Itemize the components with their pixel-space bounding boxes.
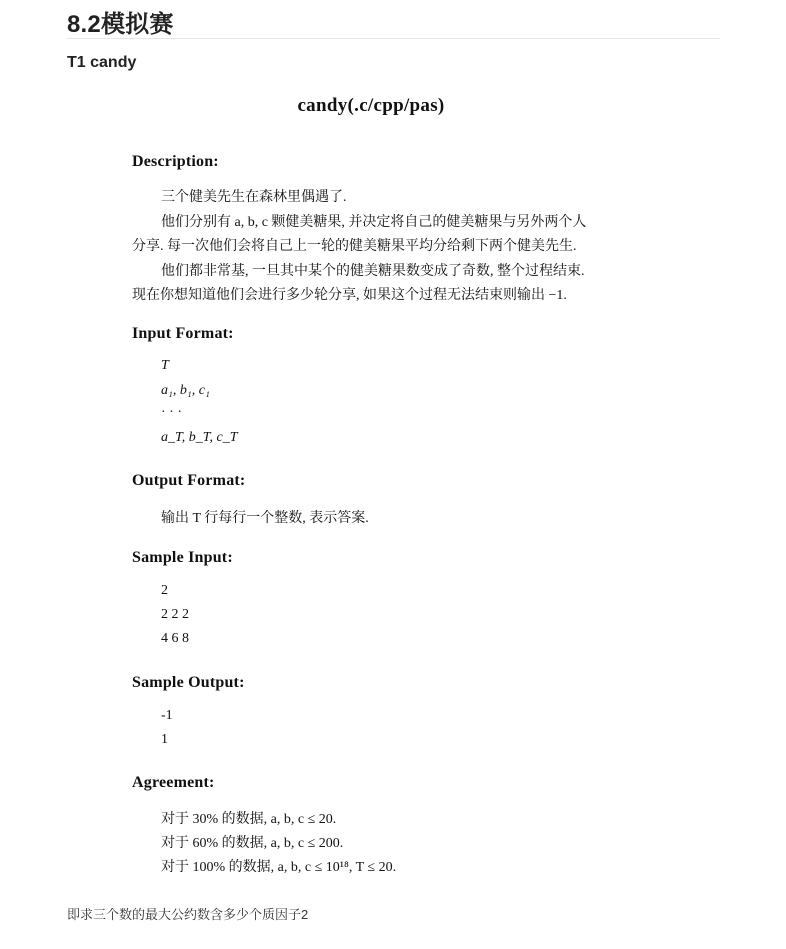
input-format-line: T [161,358,169,373]
agreement-line: 对于 30% 的数据, a, b, c ≤ 20. [161,812,337,827]
input-format-line: · · · [161,405,182,420]
section-title: T1 candy [67,54,137,71]
post-title: 8.2模拟赛 [67,11,174,38]
description-line: 他们分别有 a, b, c 颗健美糖果, 并决定将自己的健美糖果与另外两个人 [161,215,587,230]
output-format-heading: Output Format: [132,472,246,489]
sample-input-heading: Sample Input: [132,549,233,566]
problem-title: candy(.c/cpp/pas) [297,95,445,116]
input-format-heading: Input Format: [132,325,234,342]
description-line: 他们都非常基, 一旦其中某个的健美糖果数变成了奇数, 整个过程结束. [161,264,585,279]
sample-input-line: 4 6 8 [161,631,189,646]
output-format-line: 输出 T 行每行一个整数, 表示答案. [161,511,369,526]
agreement-line: 对于 60% 的数据, a, b, c ≤ 200. [161,836,344,851]
description-heading: Description: [132,153,219,170]
sample-output-line: -1 [161,708,173,723]
agreement-heading: Agreement: [132,774,215,791]
sample-input-line: 2 [161,583,168,598]
agreement-line: 对于 100% 的数据, a, b, c ≤ 10¹⁸, T ≤ 20. [161,860,397,875]
sample-input-line: 2 2 2 [161,607,189,622]
solution-note: 即求三个数的最大公约数含多少个质因子2 [67,907,309,922]
description-line: 现在你想知道他们会进行多少轮分享, 如果这个过程无法结束则输出 −1. [132,288,567,303]
input-format-line: a₁, b₁, c₁ [161,383,210,398]
description-line: 三个健美先生在森林里偶遇了. [161,190,347,205]
sample-output-heading: Sample Output: [132,674,245,691]
description-line: 分享. 每一次他们会将自己上一轮的健美糖果平均分给剩下两个健美先生. [132,239,577,254]
input-format-line: a_T, b_T, c_T [161,430,238,445]
sample-output-line: 1 [161,732,168,747]
